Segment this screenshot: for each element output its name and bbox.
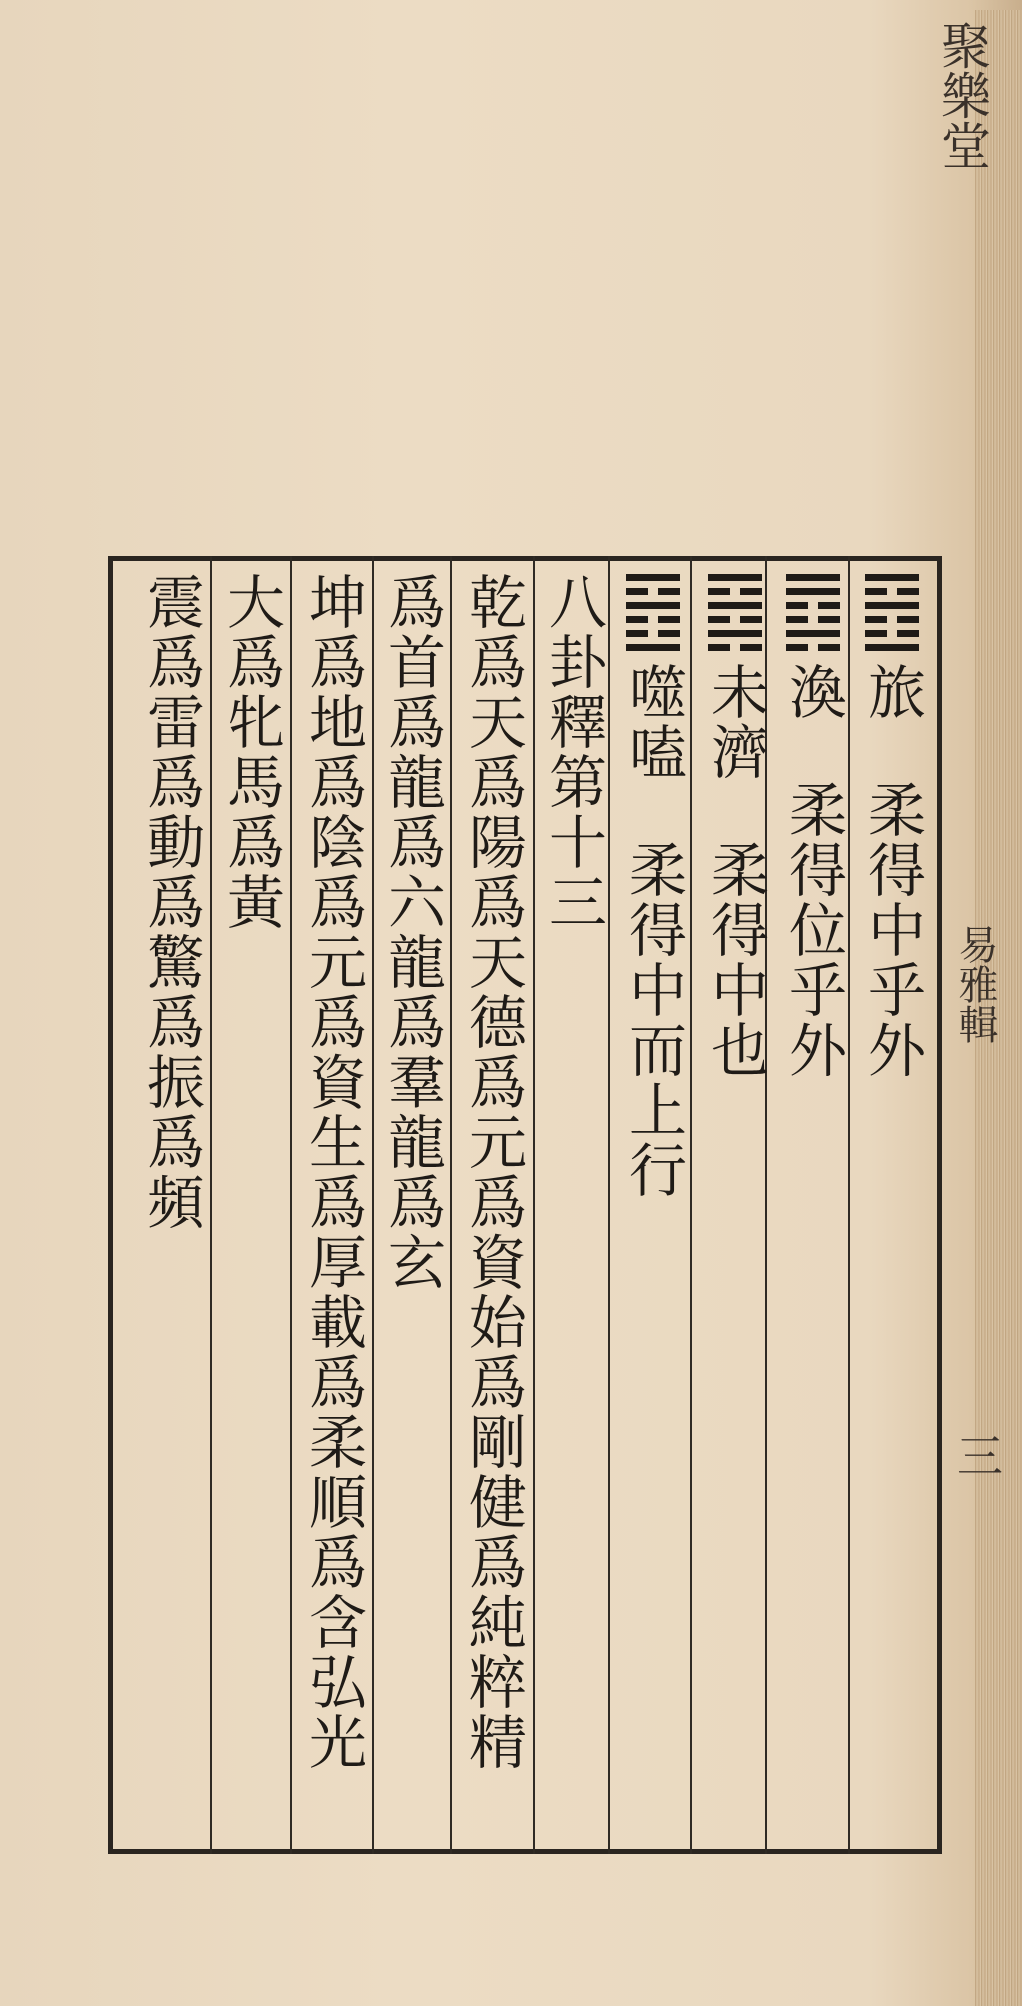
column-zhen	[136, 572, 206, 1232]
column-lu	[857, 572, 927, 1080]
body-text-kun-1: 坤爲地爲陰爲元爲資生爲厚載爲柔順爲含弘光	[299, 572, 367, 1772]
column-shihe	[618, 572, 688, 1200]
body-text-zhen: 震爲雷爲動爲驚爲振爲頻	[137, 572, 205, 1232]
hexagram-title-huan: 渙	[779, 662, 847, 722]
column-divider	[372, 556, 374, 1854]
column-kun-2	[216, 572, 286, 932]
column-divider	[533, 556, 535, 1854]
hexagram-comment-huan: 柔得位乎外	[779, 780, 847, 1080]
hexagram-lu-icon	[863, 572, 921, 654]
margin-title: 聚樂堂	[933, 20, 991, 170]
column-divider	[450, 556, 452, 1854]
column-kun-1	[298, 572, 368, 1772]
body-text-qian-1: 乾爲天爲陽爲天德爲元爲資始爲剛健爲純粹精	[459, 572, 527, 1772]
hexagram-huan-icon	[784, 572, 842, 654]
hexagram-title-shihe: 噬嗑	[619, 662, 687, 782]
column-divider	[290, 556, 292, 1854]
column-huan	[778, 572, 848, 1080]
column-divider	[608, 556, 610, 1854]
hexagram-shihe-icon	[624, 572, 682, 654]
hexagram-comment-shihe: 柔得中而上行	[619, 840, 687, 1200]
hexagram-comment-weiji: 柔得中也	[701, 840, 769, 1080]
column-qian-1	[458, 572, 528, 1772]
section-heading: 八卦釋第十三	[539, 572, 607, 932]
body-text-kun-2: 大爲牝馬爲黃	[217, 572, 285, 932]
hexagram-weiji-icon	[706, 572, 764, 654]
column-divider	[690, 556, 692, 1854]
margin-page-number: 三	[950, 1432, 1004, 1478]
column-section-heading	[538, 572, 608, 932]
hexagram-title-weiji: 未濟	[701, 662, 769, 782]
column-divider	[210, 556, 212, 1854]
body-text-qian-2: 爲首爲龍爲六龍爲羣龍爲玄	[378, 572, 446, 1292]
column-divider	[848, 556, 850, 1854]
hexagram-comment-lu: 柔得中乎外	[858, 780, 926, 1080]
column-weiji	[700, 572, 770, 1080]
column-qian-2	[377, 572, 447, 1292]
hexagram-title-lu: 旅	[858, 662, 926, 722]
margin-book-title: 易雅輯	[952, 924, 998, 1044]
